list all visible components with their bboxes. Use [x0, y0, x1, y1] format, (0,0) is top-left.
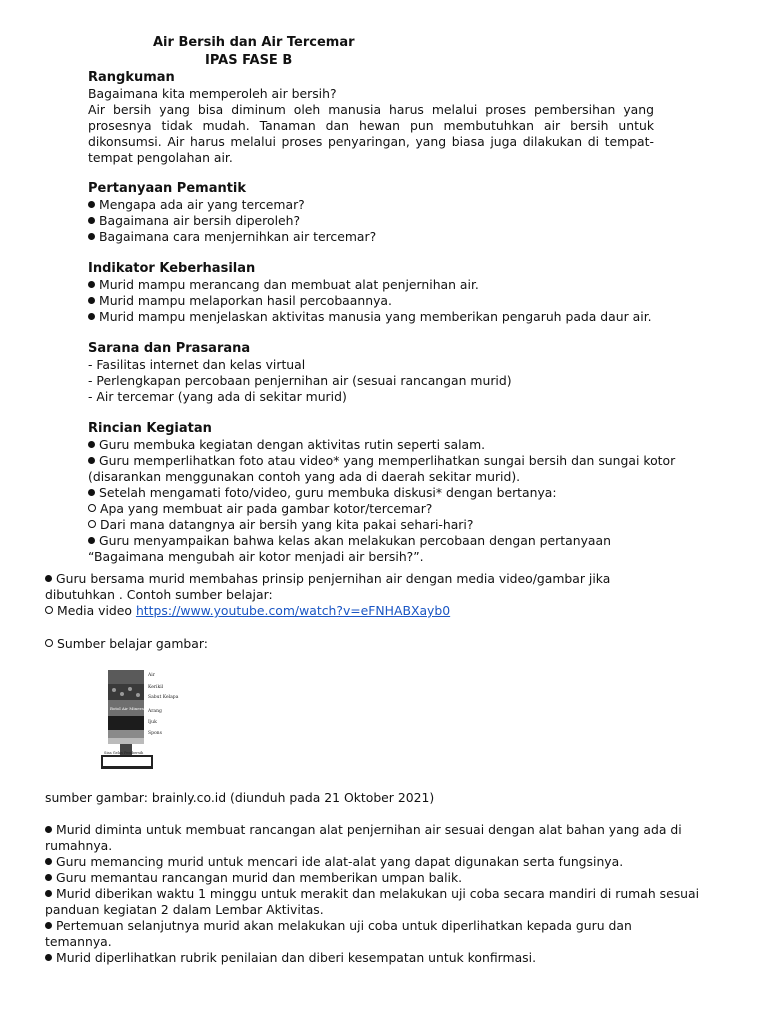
bullet-icon	[88, 441, 95, 448]
list-item: panduan kegiatan 2 dalam Lembar Aktivitas.	[45, 902, 324, 917]
image-label: Kerikil	[148, 685, 164, 690]
list-item: Guru memantau rancangan murid dan memberikan umpan balik.	[45, 870, 462, 886]
image-label: Spons	[148, 731, 162, 736]
rangkuman-heading: Rangkuman	[88, 70, 175, 85]
rangkuman-question: Bagaimana kita memperoleh air bersih?	[88, 86, 337, 101]
circle-bullet-icon	[45, 606, 53, 614]
list-item: Guru menyampaikan bahwa kelas akan melakukan percobaan dengan pertanyaan	[88, 533, 611, 549]
list-item: temannya.	[45, 934, 112, 949]
list-item: Dari mana datangnya air bersih yang kita pakai sehari-hari?	[88, 517, 473, 533]
document-subtitle: IPAS FASE B	[205, 53, 293, 68]
list-item: Apa yang membuat air pada gambar kotor/tercemar?	[88, 501, 432, 517]
list-item: Pertemuan selanjutnya murid akan melakukan uji coba untuk diperlihatkan kepada guru dan	[45, 918, 632, 934]
bullet-icon	[88, 201, 95, 208]
bullet-icon	[88, 233, 95, 240]
bullet-icon	[45, 890, 52, 897]
list-item: Guru memancing murid untuk mencari ide alat-alat yang dapat digunakan serta fungsinya.	[45, 854, 623, 870]
list-item: dibutuhkan . Contoh sumber belajar:	[45, 587, 273, 602]
bullet-icon	[88, 457, 95, 464]
image-label: Botol Air Mineral	[110, 706, 146, 711]
image-label: Air	[148, 673, 155, 678]
bullet-icon	[45, 826, 52, 833]
list-item: Mengapa ada air yang tercemar?	[88, 197, 305, 213]
list-item: “Bagaimana mengubah air kotor menjadi air bersih?”.	[88, 549, 424, 564]
bullet-icon	[88, 313, 95, 320]
bullet-icon	[88, 217, 95, 224]
pemantik-heading: Pertanyaan Pemantik	[88, 181, 247, 196]
list-item: (disarankan menggunakan contoh yang ada di daerah sekitar murid).	[88, 469, 521, 484]
rangkuman-line: dikonsumsi. Air harus melalui proses penyaringan, yang biasa juga dilakukan di tempat-	[88, 134, 654, 149]
list-item: - Air tercemar (yang ada di sekitar murid)	[88, 389, 347, 404]
bullet-icon	[88, 281, 95, 288]
list-item: Murid diminta untuk membuat rancangan alat penjernihan air sesuai dengan alat bahan yang ada di	[45, 822, 682, 838]
list-item: Bagaimana air bersih diperoleh?	[88, 213, 300, 229]
video-line	[45, 603, 450, 619]
bullet-icon	[45, 874, 52, 881]
list-item: Murid mampu merancang dan membuat alat penjernihan air.	[88, 277, 479, 293]
image-source: sumber gambar: brainly.co.id (diunduh pada 21 Oktober 2021)	[45, 790, 435, 805]
bullet-icon	[88, 489, 95, 496]
rangkuman-line: prosesnya tidak mudah. Tanaman dan hewan pun membutuhkan air bersih untuk	[88, 118, 654, 133]
indikator-heading: Indikator Keberhasilan	[88, 261, 256, 276]
image-label: Arang	[148, 709, 162, 714]
sarana-heading: Sarana dan Prasarana	[88, 341, 251, 356]
video-label: Media video	[57, 603, 132, 618]
bullet-icon	[88, 537, 95, 544]
rangkuman-line: Air bersih yang bisa diminum oleh manusia harus melalui proses pembersihan yang	[88, 102, 654, 117]
list-item: rumahnya.	[45, 838, 113, 853]
list-item: Guru membuka kegiatan dengan aktivitas rutin seperti salam.	[88, 437, 485, 453]
list-item: Bagaimana cara menjernihkan air tercemar?	[88, 229, 376, 245]
gambar-line: Sumber belajar gambar:	[45, 636, 208, 652]
circle-bullet-icon	[45, 639, 53, 647]
list-item: Murid diperlihatkan rubrik penilaian dan diberi kesempatan untuk konfirmasi.	[45, 950, 536, 966]
circle-bullet-icon	[88, 520, 96, 528]
list-item: Guru bersama murid membahas prinsip penjernihan air dengan media video/gambar jika	[45, 571, 610, 587]
list-item: Murid mampu melaporkan hasil percobaannya.	[88, 293, 392, 309]
rincian-heading: Rincian Kegiatan	[88, 421, 212, 436]
list-item: Setelah mengamati foto/video, guru membuka diskusi* dengan bertanya:	[88, 485, 557, 501]
list-item: - Perlengkapan percobaan penjernihan air (sesuai rancangan murid)	[88, 373, 512, 388]
image-label: Sabut Kelapa	[148, 695, 179, 700]
bullet-icon	[88, 297, 95, 304]
document-title: Air Bersih dan Air Tercemar	[153, 35, 355, 50]
bullet-icon	[45, 954, 52, 961]
image-label: Ijuk	[148, 720, 157, 725]
list-item: - Fasilitas internet dan kelas virtual	[88, 357, 306, 372]
image-label: Sisa Gelas Pembersih	[104, 751, 144, 755]
rangkuman-line: tempat pengolahan air.	[88, 150, 233, 165]
bullet-icon	[45, 922, 52, 929]
video-link[interactable]: https://www.youtube.com/watch?v=eFNHABXayb0	[135, 603, 451, 618]
list-item: Murid diberikan waktu 1 minggu untuk merakit dan melakukan uji coba secara mandiri di rumah sesuai	[45, 886, 699, 902]
circle-bullet-icon	[88, 504, 96, 512]
water-filter-illustration	[96, 662, 228, 776]
bullet-icon	[45, 575, 52, 582]
bullet-icon	[45, 858, 52, 865]
list-item: Guru memperlihatkan foto atau video* yang memperlihatkan sungai bersih dan sungai kotor	[88, 453, 675, 469]
list-item: Murid mampu menjelaskan aktivitas manusia yang memberikan pengaruh pada daur air.	[88, 309, 652, 325]
